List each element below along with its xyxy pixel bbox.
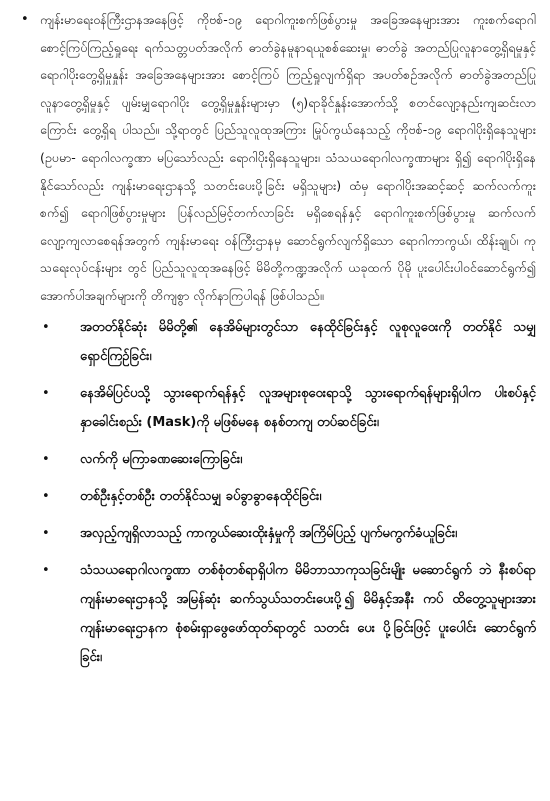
guideline-text: လက်ကို မကြာခဏဆေးကြောခြင်း၊	[80, 451, 243, 467]
bullet-marker: •	[42, 525, 50, 541]
guideline-text: သံသယရောဂါလက္ခဏာ တစ်စုံတစ်ရာရှိပါက မိမိဘာသာကုသခြင်းမျိုး မဆောင်ရွက် ဘဲ နီးစပ်ရာကျန်းမာရေးဌာနသို့ အမြန်ဆုံး ဆက်သွယ်သတင်းပေးပို့၍ မိမိနှင့်အနီး ကပ် ထိတွေ့သူများအား ကျန်းမာရေးဌာနက စုံစမ်းရှာဖွေဖော်ထုတ်ရာတွင် သတင်း ပေး ပို့ခြင်းဖြင့် ပူးပေါင်း ဆောင်ရွက်ခြင်း၊	[80, 562, 536, 665]
main-paragraph: ကျန်းမာရေးဝန်ကြီးဌာနအနေဖြင့် ကိုဗစ်-၁၉ ရောဂါကူးစက်ဖြစ်ပွားမှု အခြေအနေများအား ကူးစက်ရောဂါစောင့်ကြပ်ကြည့်ရှုရေး ရက်သတ္တပတ်အလိုက် ဓာတ်ခွဲနမူနာရယူစစ်ဆေးမှု၊ ဓာတ်ခွဲ အတည်ပြုလူနာတွေ့ရှိရမှုနှင့် ရောဂါပိုးတွေ့ရှိမှုနှုန်း အခြေအနေများအား စောင့်ကြပ် ကြည့်ရှုလျက်ရှိရာ အပတ်စဉ်အလိုက် ဓာတ်ခွဲအတည်ပြုလူနာတွေ့ရှိမှုနှင့် ပျမ်းမျှရောဂါပိုး တွေ့ရှိမှုနှုန်းများမှာ (၅)ရာခိုင်နှုန်းအောက်သို့ စတင်လျော့နည်းကျဆင်းလာကြောင်း တွေ့ရှိရ ပါသည်။ သို့ရာတွင် ပြည်သူလူထုအကြား မြုပ်ကွယ်နေသည့် ကိုဗစ်-၁၉ ရောဂါပိုးရှိနေသူများ (ဥပမာ- ရောဂါလက္ခဏာ မပြသော်လည်း ရောဂါပိုးရှိနေသူများ၊ သံသယရောဂါလက္ခဏာများ ရှိ၍ ရောဂါပိုးရှိနေနိုင်သော်လည်း ကျန်းမာရေးဌာနသို့ သတင်းပေးပို့ခြင်း မရှိသူများ) ထံမှ ရောဂါပိုးအဆင့်ဆင့် ဆက်လက်ကူးစက်၍ ရောဂါဖြစ်ပွားမှုများ ပြန်လည်မြင့်တက်လာခြင်း မရှိစေရန်နှင့် ရောဂါကူးစက်ဖြစ်ပွားမှု ဆက်လက် လျော့ကျလာစေရန်အတွက် ကျန်းမာရေး ဝန်ကြီးဌာနမှ ဆောင်ရွက်လျက်ရှိသော ရောဂါကာကွယ်၊ ထိန်းချုပ်၊ ကုသရေးလုပ်ငန်းများ တွင် ပြည်သူလူထုအနေဖြင့် မိမိတို့ကဏ္ဍအလိုက် ယခုထက် ပိုမို ပူးပေါင်းပါဝင်ဆောင်ရွက်၍ အောက်ပါအချက်များကို တိကျစွာ လိုက်နာကြပါရန် ဖြစ်ပါသည်။	[40, 12, 536, 303]
guideline-text: နေအိမ်ပြင်ပသို့ သွားရောက်ရန်နှင့် လူအများစုဝေးရာသို့ သွားရောက်ရန်များရှိပါက ပါးစပ်နှင့် နှာခေါင်းစည်း (Mask)ကို မဖြစ်မနေ စနစ်တကျ တပ်ဆင်ခြင်း၊	[80, 385, 536, 430]
guideline-text: အတတ်နိုင်ဆုံး မိမိတို့၏ နေအိမ်များတွင်သာ နေထိုင်ခြင်းနှင့် လူစုလူဝေးကို တတ်နိုင် သမျှ ရှောင်ကြဉ်ခြင်း၊	[80, 319, 536, 364]
bullet-marker: •	[42, 319, 50, 335]
guideline-text: တစ်ဦးနှင့်တစ်ဦး တတ်နိုင်သမျှ ခပ်ခွာခွာနေထိုင်ခြင်း၊	[80, 488, 322, 504]
guideline-list	[24, 313, 536, 672]
bullet-marker: •	[21, 12, 29, 27]
main-bullet-item	[21, 6, 536, 310]
guideline-item	[24, 379, 536, 437]
bullet-marker: •	[42, 562, 50, 578]
guideline-text: အလှည့်ကျရှိလာသည့် ကာကွယ်ဆေးထိုးနှံမှုကို အကြိမ်ပြည့် ပျက်မကွက်ခံယူခြင်း၊	[80, 525, 458, 541]
bullet-marker: •	[42, 385, 50, 401]
guideline-item	[24, 445, 536, 474]
bullet-marker: •	[42, 451, 50, 467]
bullet-marker: •	[42, 488, 50, 504]
guideline-item	[24, 519, 536, 548]
guideline-item	[24, 313, 536, 371]
guideline-item	[24, 556, 536, 672]
guideline-item	[24, 482, 536, 511]
